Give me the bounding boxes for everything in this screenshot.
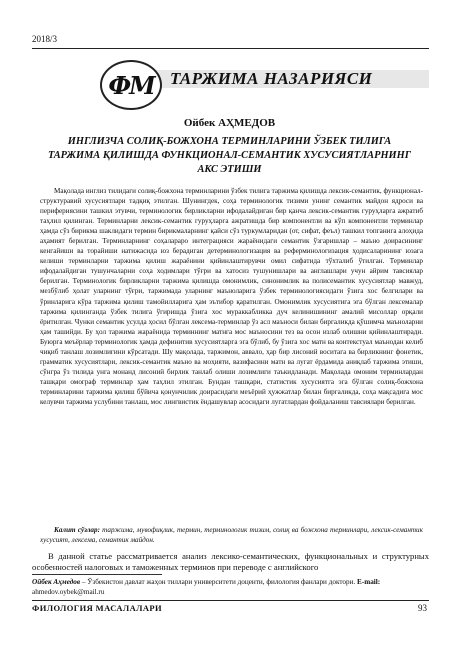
- intro-text: В данной статье рассматривается анализ лексико-семантических, функциональных и структурных особенностей налоговых и таможенных терминов при переводе с английского: [32, 551, 429, 572]
- abstract: [40, 186, 423, 407]
- footnote-email: ahmedov.oybek@mail.ru: [32, 587, 105, 596]
- footnote: [32, 578, 429, 597]
- abstract-text: Мақолада инглиз тилидаги солиқ-божхона терминларини ўзбек тилига таржима қилишда лексик-семантик, функционал-структуравий хусусиятлари тадқиқ этилган. Шунингдек, соҳа терминологик тизими унинг семантик майдон ядроси ва перифериясини ташкил этувчи, терминологик бирликларни ифодалайдиган бир қанча лексик-семантик гуруҳларга ажратиб таҳлил қилинган. Терминларни лексик-семантик гуруҳларга ажратишда бир компонентли ва кўп компонентли терминлар ҳамда сўз бирикма шаклидаги термин бирикмаларнинг қайси сўз туркумларидан (от, сифат, феъл) ташкил топганига алоҳида аҳамият берилган. Терминларнинг соҳаларaро интеграцияси жараёнидаги семантик ўзгаришлар – маъно доирасининг кенгайиши ва торайиши натижасида юз берадиган детерминологизация ва реферминологизация ҳодисаларининг юзага келиши терминларни таржима қилиш жараёнини қийинлаштирувчи омил сифатида тўхталиб ўтилган. Терминлар ифодалайдиган тушунчаларни соҳа ходимлари тўғри ва хатосиз тушунишлари ва англашлари учун айрим тавсиялар берилган. Терминологик бирликларни таржима қилишда омонимлик, синонимлик ва полисемантик хусусиятлар мавжуд, мезбўлиб ҳолат уларнинг тўғри, таржимада уларнинг маъноларига ўзбек терминологиясидаги ўзига хос белгилари ва ўринларига кўра таржима қилиш тамойилларига ҳам эътибор қаратилган. Омонимлик хусусиятига эга бўлган лексемалар таржима қилинганда ўзбек тилига ўгиришда ўзига хос мураккабликка дуч келинишининг амалий мисоллар орқали ёритилган. Чунки семантик усулда ҳосил бўлган лексема-терминлар ўз асл маъноси билан биргаликда қўшимча маъноларни ҳам ташийди. Бу ҳол таржима жараёнида терминнинг матнга мос маъносини тез ва осон излаб олишни қийинлаштиради. Буюрга меъёрлар терминологик ҳамда дефинитив хусусиятларга эга бўлиб, бу ўзига хос матн ва контекстуал маънодан келиб чиқиб танлаш лозимлигини кўрсатади. Шу мақолада, таржимон, аввало, ҳар бир лисоний воситага ва бирликнинг фонетик, грамматик хусусиятлари, лексик-семантик маъно ва моҳияти, вазифасини матн ва лугат ёрдамида аниқлаб таржима этиши, сўнгра ўз тилида унга монанд лисоний бирлик танлаб олиши лозимлиги таъкидланади. Мақолада омоним терминлардан ташқари омограф терминлар ҳам таҳлил этилган. Бундан ташқари, статистик хусусиятга эга бўлган солиқ-божхона терминларини таржима қилиш бўйича қонунчилик доирасидаги меъёрий ҳужжатлар билан биргаликда, соҳа мақсадига мос келувчи таржима услубини танлаш, мос лингвистик ёндашувлар асосидаги лугатлардан фойдаланиш тавсиялари берилган.: [40, 187, 423, 406]
- footnote-rule: [32, 574, 162, 575]
- bottom-rule: [32, 600, 429, 601]
- keywords: [40, 525, 423, 545]
- footnote-author: Ойбек Аҳмедов: [32, 578, 81, 586]
- rubric-banner: [100, 60, 429, 112]
- keywords-text: таржима, мувофиқлик, термин, терминологик тизим, солиқ ва божхона терминлари, лексик-семантик хусусият, лексема, семантик майдон.: [40, 526, 423, 545]
- year-issue: 2018/3: [32, 34, 58, 44]
- intro: [32, 551, 429, 573]
- footnote-description: – Ўзбекистон давлат жаҳон тиллари университети доценти, филология фанлари доктори.: [81, 578, 356, 586]
- journal-name: ФИЛОЛОГИЯ МАСАЛАЛАРИ: [32, 603, 163, 613]
- keywords-label: Калит сўзлар:: [54, 526, 100, 534]
- page-number: 93: [418, 603, 427, 613]
- top-rule: [32, 48, 429, 49]
- article-author: Ойбек АҲМЕДОВ: [183, 117, 276, 129]
- article-title: ИНГЛИЗЧА СОЛИҚ-БОЖХОНА ТЕРМИНЛАРИНИ ЎЗБЕК ТИЛИГА ТАРЖИМА ҚИЛИШДА ФУНКЦИОНАЛ-СЕМАНТИК ХУСУСИЯТЛАРНИНГ АКС ЭТИШИ: [48, 136, 411, 175]
- journal-logo: ФМ: [100, 60, 162, 110]
- footnote-email-label: E-mail:: [357, 578, 381, 586]
- rubric-title: ТАРЖИМА НАЗАРИЯСИ: [170, 69, 373, 88]
